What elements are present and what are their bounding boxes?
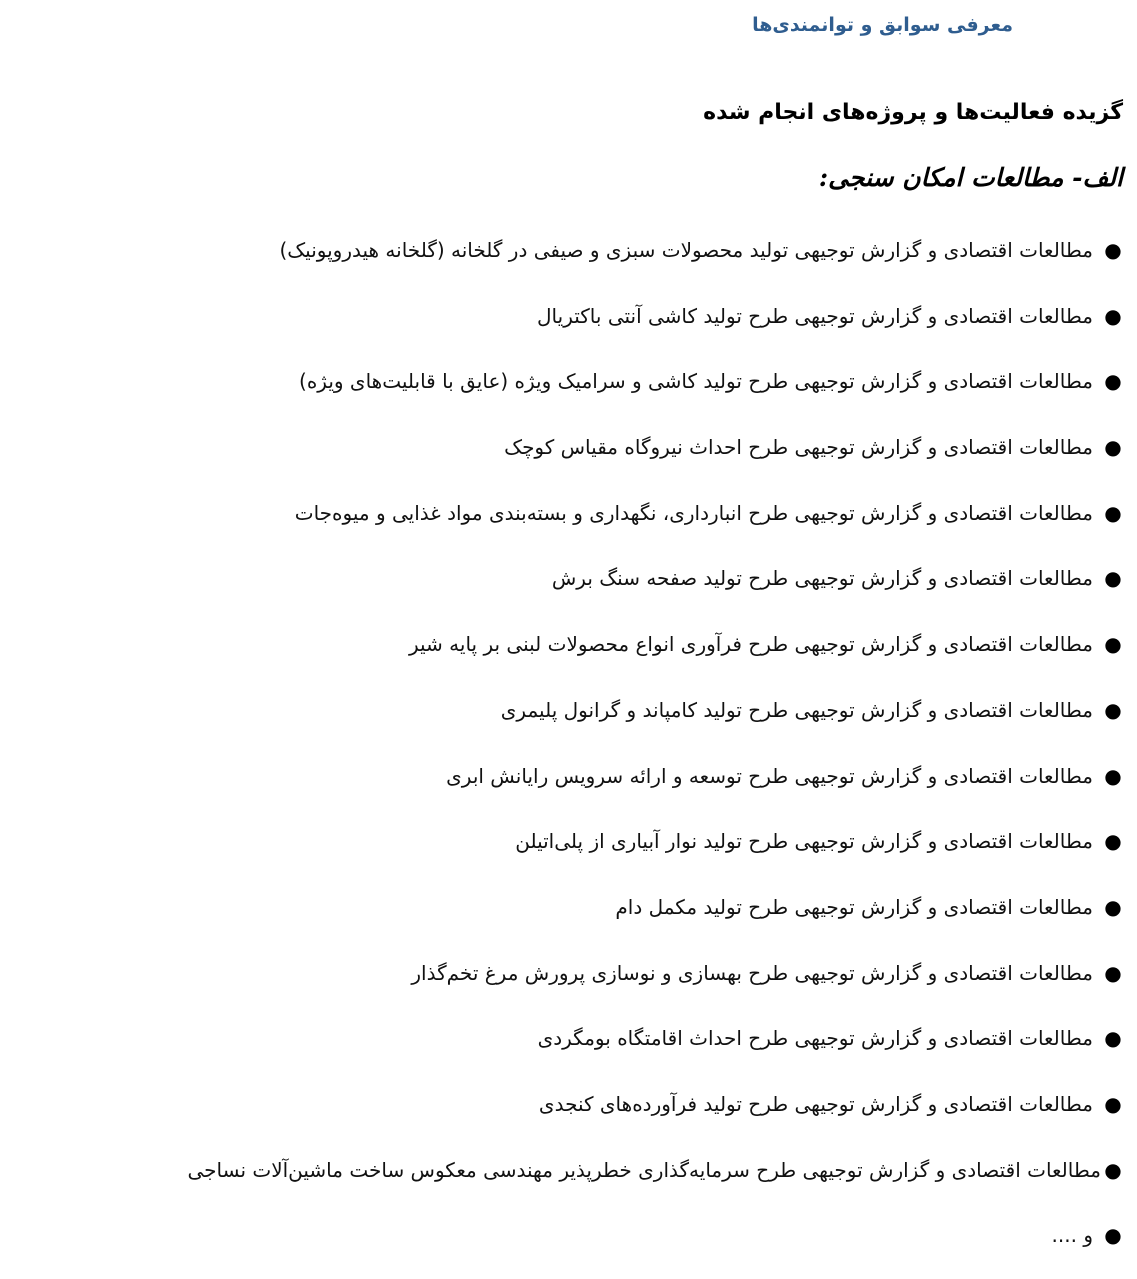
list-item-text: مطالعات اقتصادی و گزارش توجیهی طرح بهسازی و نوسازی پرورش مرغ تخم‌گذار: [411, 960, 1093, 985]
list-item-text: و ....: [1051, 1223, 1093, 1248]
list-item: [13, 491, 1123, 557]
page-header-title: معرفی سوابق و توانمندی‌ها: [752, 14, 1013, 36]
bullet-icon: ●: [1104, 1157, 1122, 1182]
list-item: [13, 1148, 1123, 1214]
list-item-text: مطالعات اقتصادی و گزارش توجیهی طرح سرمایه‌گذاری خطرپذیر مهندسی معکوس ساخت ماشین‌آلات نساجی: [187, 1157, 1101, 1182]
list-item: [13, 1016, 1123, 1082]
list-item-text: مطالعات اقتصادی و گزارش توجیهی تولید محصولات سبزی و صیفی در گلخانه (گلخانه هیدروپونیک): [279, 238, 1093, 262]
list-item: [13, 622, 1123, 688]
list-item: [13, 819, 1123, 885]
list-item-text: مطالعات اقتصادی و گزارش توجیهی طرح فرآوری انواع محصولات لبنی بر پایه شیر: [408, 632, 1093, 657]
list-item: [13, 425, 1123, 491]
bullet-icon: ●: [1104, 500, 1122, 525]
list-item-text: مطالعات اقتصادی و گزارش توجیهی طرح تولید کامپاند و گرانول پلیمری: [500, 697, 1093, 722]
list-item-text: مطالعات اقتصادی و گزارش توجیهی طرح تولید مکمل دام: [615, 894, 1093, 919]
list-item: [13, 294, 1123, 360]
bullet-icon: ●: [1104, 303, 1122, 328]
list-item: [13, 688, 1123, 754]
bullet-icon: ●: [1104, 1026, 1122, 1051]
list-item: [13, 951, 1123, 1017]
bullet-icon: ●: [1104, 369, 1122, 394]
bullet-icon: ●: [1104, 763, 1122, 788]
bullet-icon: ●: [1104, 566, 1122, 591]
list-item-text: مطالعات اقتصادی و گزارش توجیهی طرح تولید کاشی و سرامیک ویژه (عایق با قابلیت‌های ویژه): [299, 369, 1093, 394]
list-item-text: مطالعات اقتصادی و گزارش توجیهی طرح تولید فرآورده‌های کنجدی: [538, 1091, 1093, 1116]
section-subheading: الف- مطالعات امکان سنجی:: [818, 163, 1123, 192]
list-item: [13, 228, 1123, 294]
bullet-icon: ●: [1104, 960, 1122, 985]
bullet-icon: ●: [1104, 1091, 1122, 1116]
bullet-icon: ●: [1104, 894, 1122, 919]
section-heading: گزیده فعالیت‌ها و پروژه‌های انجام شده: [703, 100, 1123, 125]
bullet-icon: ●: [1104, 435, 1122, 460]
feasibility-studies-list: [13, 228, 1123, 1279]
list-item-text: مطالعات اقتصادی و گزارش توجیهی طرح انبارداری، نگهداری و بسته‌بندی مواد غذایی و میوه‌جات: [294, 500, 1093, 525]
list-item: [13, 556, 1123, 622]
list-item-text: مطالعات اقتصادی و گزارش توجیهی طرح تولید صفحه سنگ برش: [551, 566, 1093, 591]
list-item-text: مطالعات اقتصادی و گزارش توجیهی طرح احداث نیروگاه مقیاس کوچک: [504, 435, 1093, 460]
list-item: [13, 359, 1123, 425]
list-item-text: مطالعات اقتصادی و گزارش توجیهی طرح توسعه و ارائه سرویس رایانش ابری: [446, 763, 1093, 788]
bullet-icon: ●: [1104, 238, 1122, 262]
list-item-text: مطالعات اقتصادی و گزارش توجیهی طرح تولید کاشی آنتی باکتریال: [537, 303, 1093, 328]
list-item-text: مطالعات اقتصادی و گزارش توجیهی طرح تولید نوار آبیاری از پلی‌اتیلن: [515, 829, 1093, 854]
list-item: [13, 1213, 1123, 1279]
list-item: [13, 885, 1123, 951]
bullet-icon: ●: [1104, 1223, 1122, 1248]
list-item: [13, 754, 1123, 820]
bullet-icon: ●: [1104, 697, 1122, 722]
bullet-icon: ●: [1104, 829, 1122, 854]
list-item-text: مطالعات اقتصادی و گزارش توجیهی طرح احداث اقامتگاه بومگردی: [537, 1026, 1093, 1051]
list-item: [13, 1082, 1123, 1148]
bullet-icon: ●: [1104, 632, 1122, 657]
